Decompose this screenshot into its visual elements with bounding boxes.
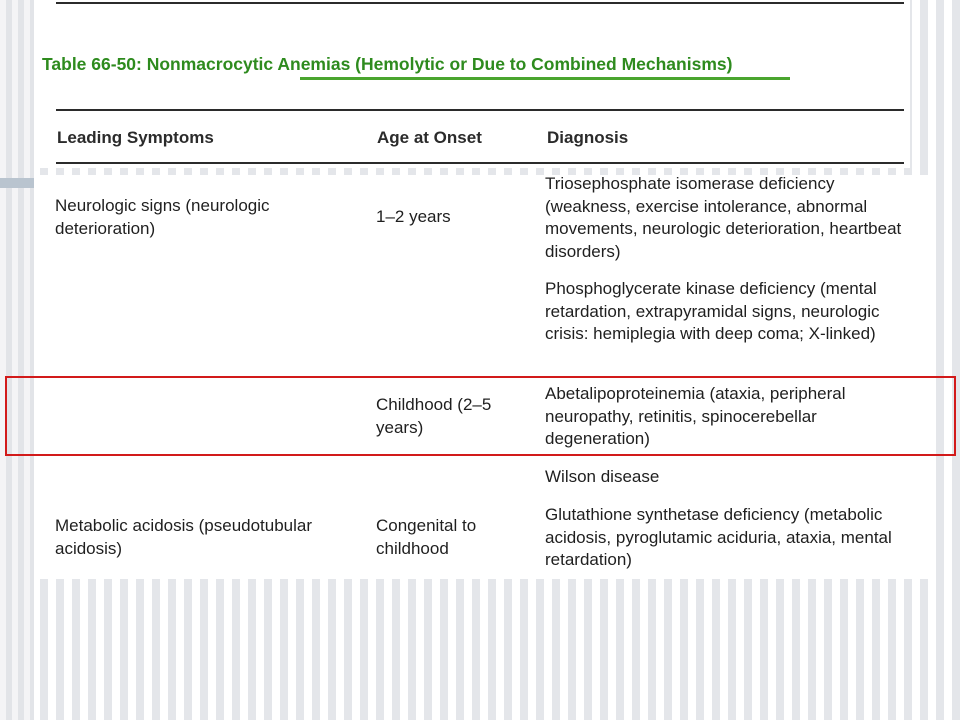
row1-diagnosis-tpi: Triosephosphate isomerase deficiency (weakness, exercise intolerance, abnormal movements, neurologic deterioration, heartbeat disorders) [545,174,902,261]
header-leading-symptoms: Leading Symptoms [57,128,214,147]
row2-age-at-onset: Childhood (2–5 years) [376,395,492,437]
row1-leading-symptoms: Neurologic signs (neurologic deterioration) [55,196,270,238]
row3-diagnosis-glutathione: Glutathione synthetase deficiency (metabolic acidosis, pyroglutamic aciduria, ataxia, mental retardation) [545,505,892,569]
header-diagnosis: Diagnosis [547,128,629,147]
slide-background-stripes [0,0,34,720]
title-underline [300,77,790,80]
row2-diagnosis-abetalipoproteinemia: Abetalipoproteinemia (ataxia, peripheral neuropathy, retinitis, spinocerebellar degeneration) [545,384,846,448]
table-top-rule [56,2,904,4]
row1-age-at-onset: 1–2 years [376,207,451,226]
header-top-rule [56,109,904,111]
row3-leading-symptoms: Metabolic acidosis (pseudotubular acidosis) [55,516,313,558]
row3-age-at-onset: Congenital to childhood [376,516,477,558]
header-age-at-onset: Age at Onset [377,128,482,147]
table-title: Table 66-50: Nonmacrocytic Anemias (Hemolytic or Due to Combined Mechanisms) [42,54,733,74]
header-bottom-rule [56,162,904,164]
highlight-box-abetalipoproteinemia [5,376,956,456]
slide-accent-bar [0,178,34,188]
row1-diagnosis-pgk: Phosphoglycerate kinase deficiency (mental retardation, extrapyramidal signs, neurologic crisis: hemiplegia with deep coma; X-linked) [545,279,880,343]
row3-diagnosis-wilson: Wilson disease [545,467,660,486]
